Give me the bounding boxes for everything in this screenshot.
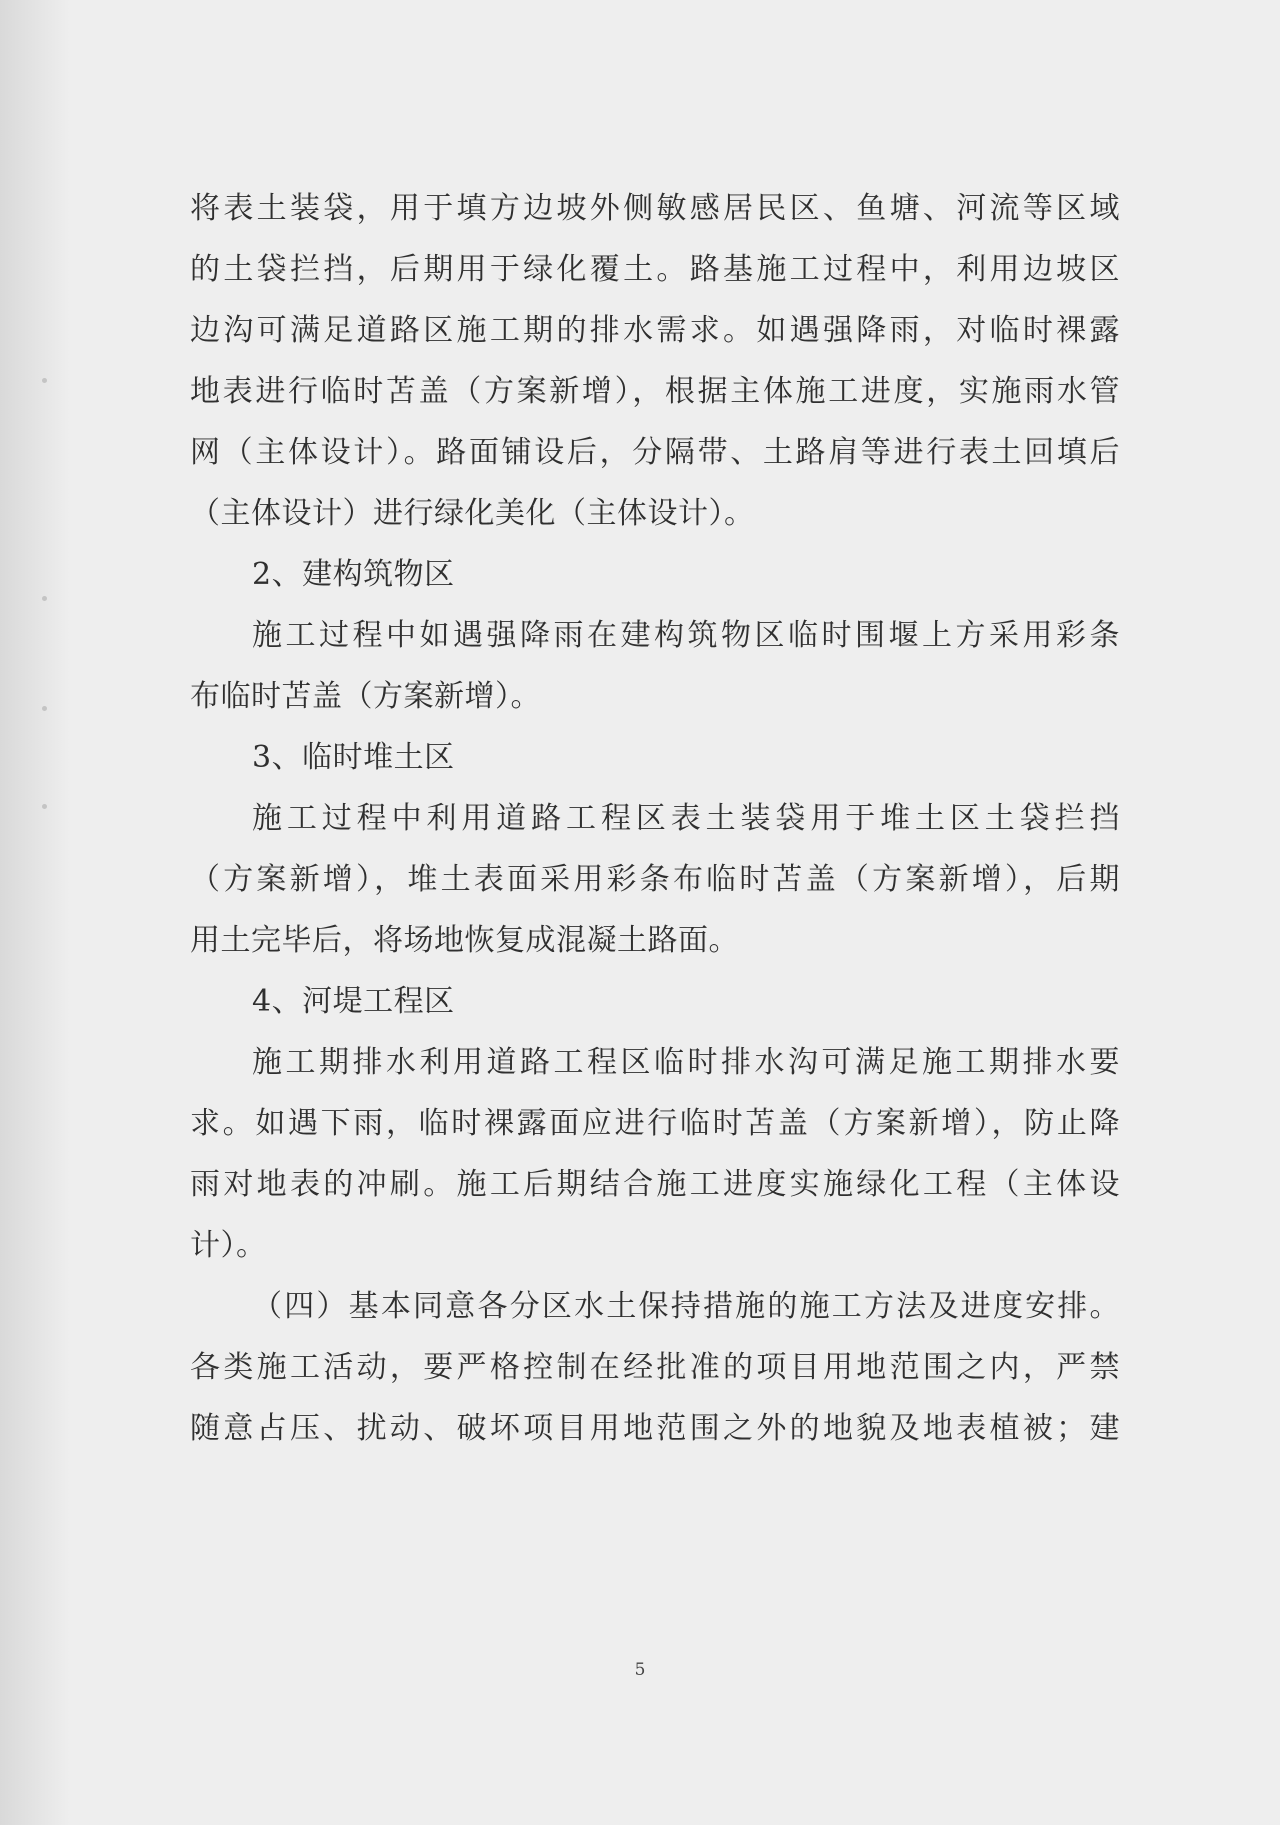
- section-heading: 3、临时堆土区: [252, 740, 455, 775]
- text-line: 求。如遇下雨，临时裸露面应进行临时苫盖（方案新增），防止降: [190, 1106, 1120, 1141]
- text-line: 边沟可满足道路区施工期的排水需求。如遇强降雨，对临时裸露: [190, 313, 1120, 348]
- punch-mark: [42, 804, 47, 809]
- text-line: （方案新增），堆土表面采用彩条布临时苫盖（方案新增），后期: [190, 862, 1120, 897]
- text-line: 施工过程中利用道路工程区表土装袋用于堆土区土袋拦挡: [252, 801, 1120, 836]
- text-line: 用土完毕后，将场地恢复成混凝土路面。: [190, 923, 739, 958]
- text-line: 施工期排水利用道路工程区临时排水沟可满足施工期排水要: [252, 1045, 1120, 1080]
- text-line: 地表进行临时苫盖（方案新增），根据主体施工进度，实施雨水管: [190, 374, 1120, 409]
- text-line: 各类施工活动，要严格控制在经批准的项目用地范围之内，严禁: [190, 1350, 1120, 1385]
- text-line: 将表土装袋，用于填方边坡外侧敏感居民区、鱼塘、河流等区域: [190, 191, 1120, 226]
- text-line: 的土袋拦挡，后期用于绿化覆土。路基施工过程中，利用边坡区: [190, 252, 1120, 287]
- paragraph: [190, 1032, 1120, 1276]
- text-line: 网（主体设计）。路面铺设后，分隔带、土路肩等进行表土回填后: [190, 435, 1120, 470]
- paragraph: [190, 605, 1120, 727]
- punch-mark: [42, 706, 47, 711]
- punch-mark: [42, 378, 47, 383]
- text-line: 雨对地表的冲刷。施工后期结合施工进度实施绿化工程（主体设: [190, 1167, 1120, 1202]
- document-body: [190, 178, 1120, 1459]
- text-line: 施工过程中如遇强降雨在建构筑物区临时围堰上方采用彩条: [252, 618, 1120, 653]
- paragraph: [190, 788, 1120, 971]
- paragraph: [190, 1276, 1120, 1459]
- text-line: 布临时苫盖（方案新增）。: [190, 679, 541, 714]
- text-line: 计）。: [190, 1228, 267, 1263]
- section-heading: 4、河堤工程区: [252, 984, 455, 1019]
- page-number: 5: [634, 1660, 646, 1680]
- punch-mark: [42, 596, 47, 601]
- text-line: （主体设计）进行绿化美化（主体设计）。: [190, 496, 755, 531]
- text-line: （四）基本同意各分区水土保持措施的施工方法及进度安排。: [252, 1289, 1120, 1324]
- paragraph: [190, 178, 1120, 544]
- text-line: 随意占压、扰动、破坏项目用地范围之外的地貌及地表植被；建: [190, 1411, 1120, 1446]
- section-heading: 2、建构筑物区: [252, 557, 455, 592]
